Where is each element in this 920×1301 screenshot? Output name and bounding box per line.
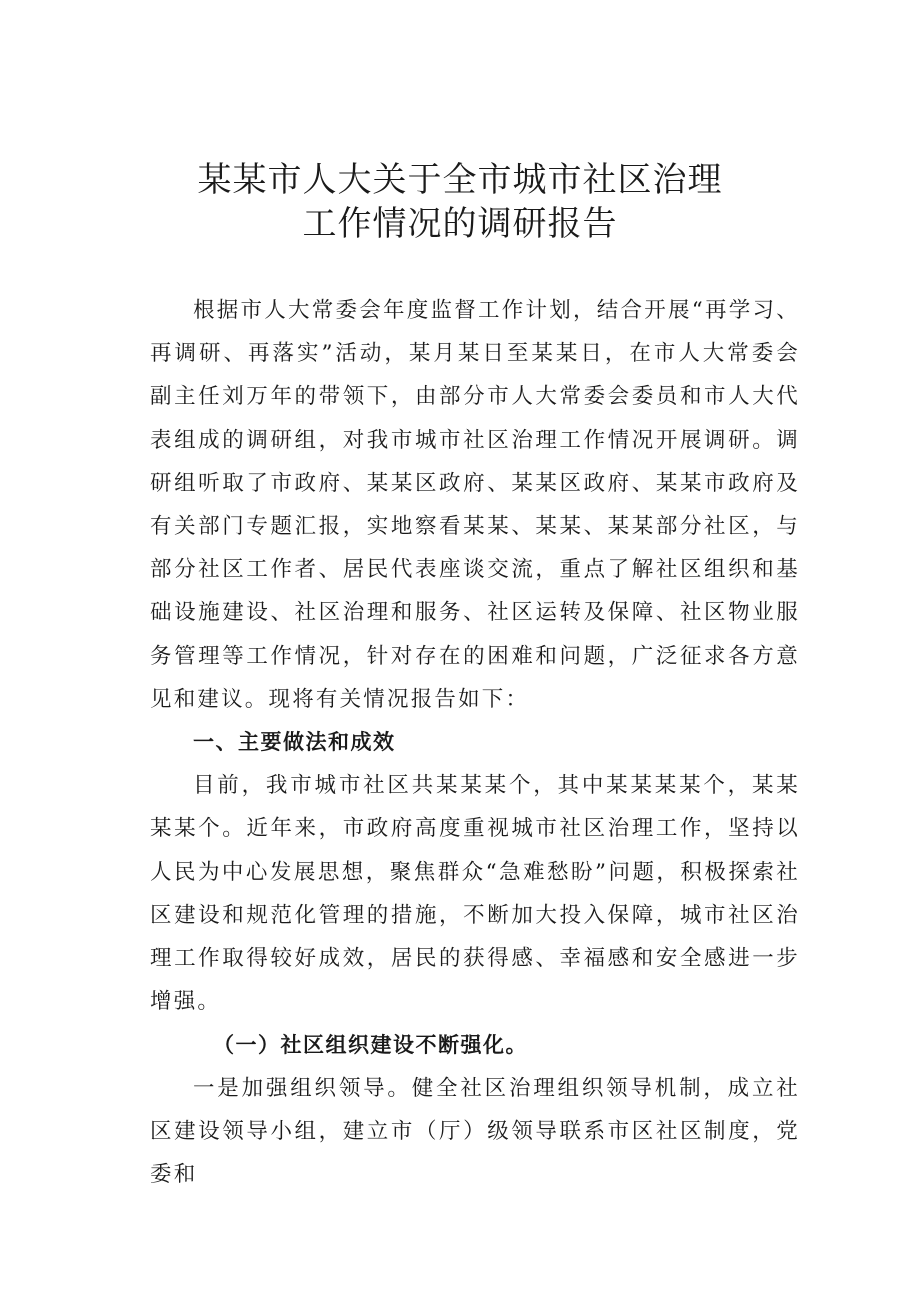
document-body (150, 289, 800, 1196)
subsection-heading: （一）社区组织建设不断强化。 (213, 1032, 528, 1058)
section-paragraph: 目前，我市城市社区共某某某个，其中某某某某个，某某某某个。近年来，市政府高度重视城市社区治理工作，坚持以人民为中心发展思想，聚焦群众“急难愁盼”问题，积极探索社区建设和规范化管理的措施，不断加大投入保障，城市社区治理工作取得较好成效，居民的获得感、幸福感和安全感进一步增强。 (150, 773, 800, 1015)
subsection-paragraph: 一是加强组织领导。健全社区治理组织领导机制，成立社区建设领导小组，建立市（厅）级领导联系市区社区制度，党委和 (150, 1075, 800, 1188)
document-title-line-1: 某某市人大关于全市城市社区治理 (197, 160, 723, 200)
intro-paragraph: 根据市人大常委会年度监督工作计划，结合开展“再学习、再调研、再落实”活动，某月某日至某某日，在市人大常委会副主任刘万年的带领下，由部分市人大常委会委员和市人大代表组成的调研组，对我市城市社区治理工作情况开展调研。调研组听取了市政府、某某区政府、某某区政府、某某市政府及有关部门专题汇报，实地察看某某、某某、某某部分社区，与部分社区工作者、居民代表座谈交流，重点了解社区组织和基础设施建设、社区治理和服务、社区运转及保障、社区物业服务管理等工作情况，针对存在的困难和问题，广泛征求各方意见和建议。现将有关情况报告如下： (150, 298, 800, 712)
document-title-line-2: 工作情况的调研报告 (302, 204, 618, 244)
section-heading: 一、主要做法和成效 (193, 730, 396, 755)
